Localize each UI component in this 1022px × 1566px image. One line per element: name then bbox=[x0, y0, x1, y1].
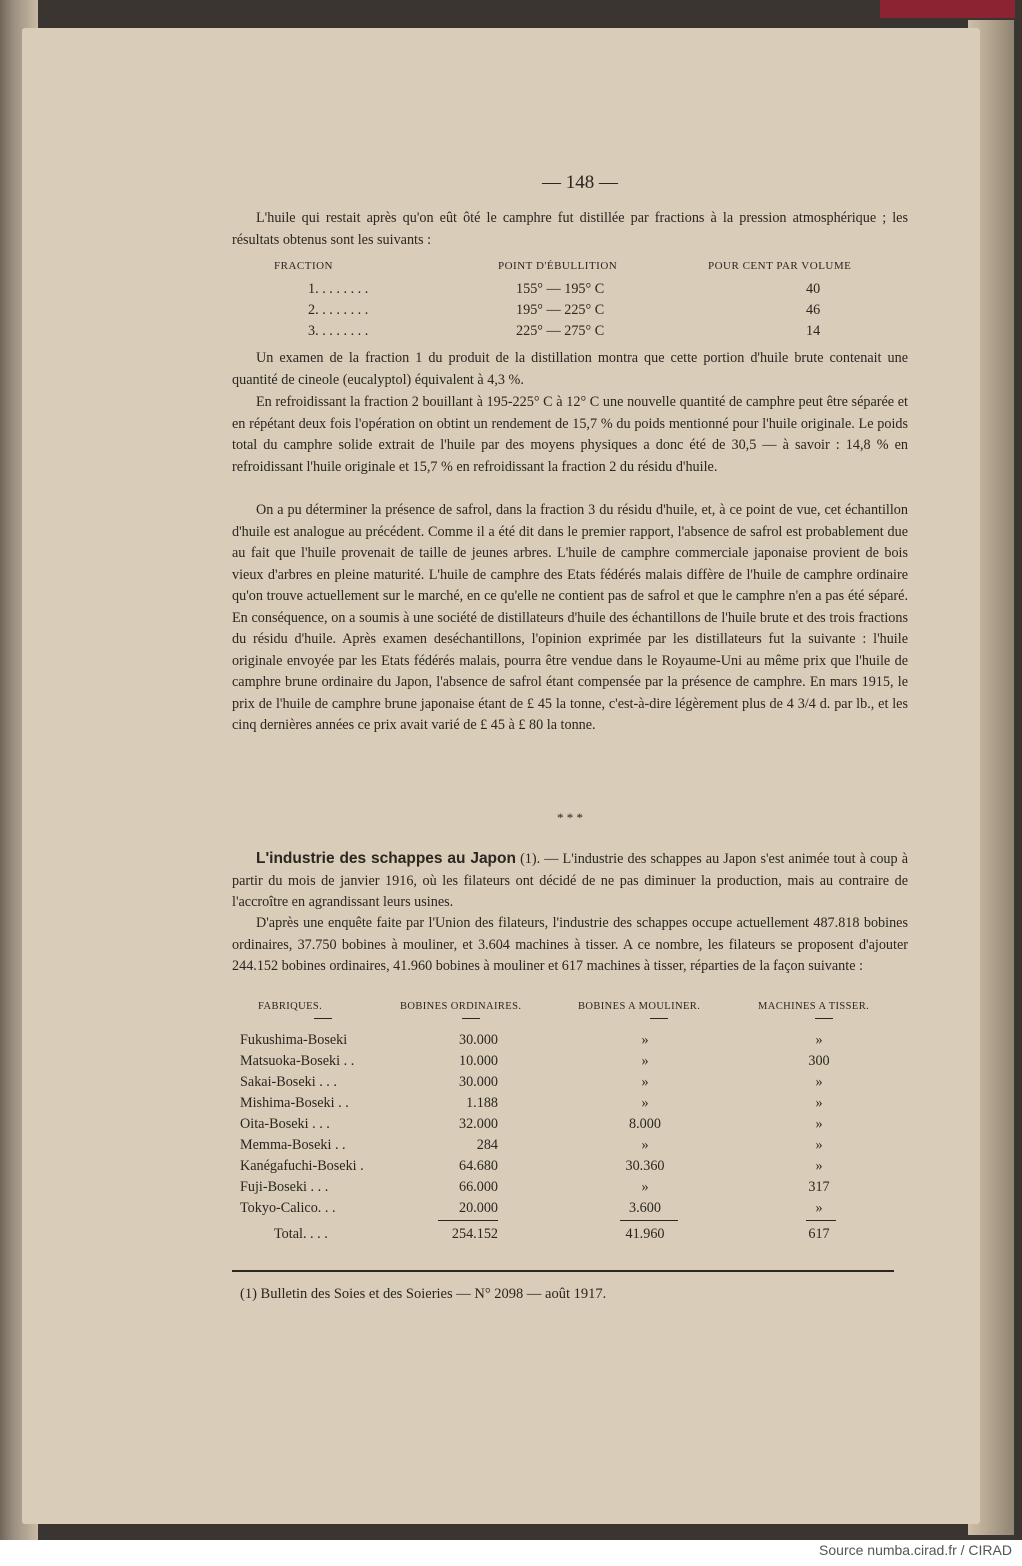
sum-line bbox=[806, 1220, 836, 1221]
machines-tisser: » bbox=[815, 1032, 823, 1048]
bobines-mouliner: » bbox=[641, 1053, 649, 1069]
factory-name: Matsuoka-Boseki . . bbox=[240, 1053, 355, 1069]
bobines-ordinaires: 30.000 bbox=[458, 1074, 498, 1090]
bobines-mouliner: 8.000 bbox=[629, 1116, 661, 1132]
header-dash bbox=[462, 1018, 480, 1019]
source-credit: Source numba.cirad.fr / CIRAD bbox=[819, 1542, 1012, 1558]
factory-name: Mishima-Boseki . . bbox=[240, 1095, 349, 1111]
bobines-ordinaires: 20.000 bbox=[458, 1200, 498, 1216]
bobines-mouliner: » bbox=[641, 1137, 649, 1153]
table-row bbox=[240, 1095, 880, 1116]
intro-paragraph: L'huile qui restait après qu'on eût ôté le camphre fut distillée par fractions à la pression atmosphérique ; les résultats obtenus sont les suivants : bbox=[232, 210, 908, 248]
sum-line bbox=[620, 1220, 678, 1221]
bobines-mouliner: » bbox=[641, 1095, 649, 1111]
footnote-rule bbox=[232, 1270, 894, 1272]
machines-tisser: » bbox=[815, 1095, 823, 1111]
fraction-point: 225° — 275° C bbox=[516, 323, 605, 339]
bobines-ordinaires: 1.188 bbox=[466, 1095, 498, 1111]
paragraph-refroidissant: En refroidissant la fraction 2 bouillant à 195-225° C à 12° C une nouvelle quantité de camphre peut être séparée et en répétant deux fois l'opération on obtint un rendement de 15,7 % du poids mentionné pour l'huile originale. Le poids total du camphre solide extrait de l'huile par des moyens physiques a donc été de 30,5 — à savoir : 14,8 % en refroidissant l'huile originale et 15,7 % en refroidissant la fraction 2 du résidu d'huile. bbox=[232, 394, 908, 475]
fraction-point: 155° — 195° C bbox=[516, 281, 605, 297]
total-label: Total. . . . bbox=[274, 1226, 328, 1242]
section-text: — L'industrie des schappes au Japon s'est animée tout à coup à partir du mois de janvier 1916, où les filateurs ont décidé de ne pas diminuer la production, mais au contraire de l'accroître en agrandissant leurs usines. bbox=[232, 851, 908, 910]
footnote: (1) Bulletin des Soies et des Soieries — N° 2098 — août 1917. bbox=[240, 1286, 607, 1302]
bobines-ordinaires: 30.000 bbox=[458, 1032, 498, 1048]
machines-tisser: » bbox=[815, 1074, 823, 1090]
fraction-label: 1. . . . . . . . bbox=[308, 281, 369, 297]
fraction-point: 195° — 225° C bbox=[516, 302, 605, 318]
fraction-percent: 40 bbox=[806, 281, 821, 297]
fraction-percent: 46 bbox=[806, 302, 821, 318]
header-dash bbox=[815, 1018, 833, 1019]
machines-tisser: » bbox=[815, 1137, 823, 1153]
fraction-header-1: FRACTION bbox=[274, 260, 334, 272]
bobines-ordinaires: 284 bbox=[476, 1137, 498, 1153]
paragraph-schappes bbox=[232, 848, 908, 914]
bobines-ordinaires: 32.000 bbox=[458, 1116, 498, 1132]
fraction-row bbox=[232, 281, 908, 302]
paragraph-cineole: Un examen de la fraction 1 du produit de la distillation montra que cette portion d'huile brute contenait une quantité de cineole (eucalyptol) équivalent à 4,3 %. bbox=[232, 350, 908, 388]
section-title: L'industrie des schappes au Japon bbox=[256, 850, 516, 867]
fraction-percent: 14 bbox=[806, 323, 821, 339]
table-header-mouliner: BOBINES A MOULINER. bbox=[578, 1001, 701, 1012]
bobines-ordinaires: 10.000 bbox=[458, 1053, 498, 1069]
bobines-mouliner: » bbox=[641, 1074, 649, 1090]
footnote-reference: (1). bbox=[520, 851, 541, 867]
fraction-row bbox=[232, 302, 908, 323]
bobines-ordinaires: 66.000 bbox=[458, 1179, 498, 1195]
table-row bbox=[240, 1053, 880, 1074]
table-header-ordinaires: BOBINES ORDINAIRES. bbox=[400, 1001, 522, 1012]
total-ordinaires: 254.152 bbox=[451, 1226, 498, 1242]
factory-name: Fuji-Boseki . . . bbox=[240, 1179, 329, 1195]
table-row bbox=[240, 1116, 880, 1137]
machines-tisser: 300 bbox=[808, 1053, 830, 1069]
sum-line bbox=[438, 1220, 498, 1221]
page-number: — 148 — bbox=[542, 172, 618, 193]
table-total-row bbox=[240, 1226, 880, 1247]
fraction-label: 3. . . . . . . . bbox=[308, 323, 369, 339]
table-row bbox=[240, 1032, 880, 1053]
table-row bbox=[240, 1200, 880, 1221]
table-row bbox=[240, 1158, 880, 1179]
table-row bbox=[240, 1179, 880, 1200]
bobines-mouliner: » bbox=[641, 1032, 649, 1048]
total-mouliner: 41.960 bbox=[625, 1226, 665, 1242]
factory-name: Memma-Boseki . . bbox=[240, 1137, 346, 1153]
table-header-fabriques: FABRIQUES. bbox=[258, 1001, 323, 1012]
header-dash bbox=[650, 1018, 668, 1019]
bobines-mouliner: 30.360 bbox=[625, 1158, 665, 1174]
machines-tisser: » bbox=[815, 1200, 823, 1216]
section-separator: * * * bbox=[557, 810, 583, 825]
total-tisser: 617 bbox=[808, 1226, 830, 1242]
paragraph-enquete: D'après une enquête faite par l'Union des filateurs, l'industrie des schappes occupe actuellement 487.818 bobines ordinaires, 37.750 bobines à mouliner, et 3.604 machines à tisser. A ce nombre, les filateurs se proposent d'ajouter 244.152 bobines ordinaires, 41.960 bobines à mouliner et 617 machines à tisser, réparties de la façon suivante : bbox=[232, 915, 908, 974]
factory-name: Kanégafuchi-Boseki . bbox=[240, 1158, 364, 1174]
bobines-mouliner: » bbox=[641, 1179, 649, 1195]
machines-tisser: » bbox=[815, 1158, 823, 1174]
paragraph-safrol: On a pu déterminer la présence de safrol, dans la fraction 3 du résidu d'huile, et, à ce point de vue, cet échantillon d'huile est analogue au précédent. Comme il a été dit dans le premier rapport, l'absence de safrol est probablement due au fait que l'huile provenait de taille de jeunes arbres. L'huile de camphre commerciale japonaise provient de bois vieux d'arbres en pleine maturité. L'huile de camphre des Etats fédérés malais diffère de l'huile de camphre ordinaire qu'on trouve actuellement sur le marché, en ce qu'elle ne contient pas de safrol et que le camphre n'en a pas été séparé. En conséquence, on a soumis à une société de distillateurs d'huile des échantillons de l'huile brute et des trois fractions du résidu d'huile. Après examen deséchantillons, l'opinion exprimée par les distillateurs fut la suivante : l'huile originale envoyée par les Etats fédérés malais, pourra être vendue dans le Royaume-Uni au même prix que l'huile de camphre brune ordinaire du Japon, l'absence de safrol étant compensée par la présence de camphre. En mars 1915, le prix de l'huile de camphre brune japonaise étant de £ 45 la tonne, c'est-à-dire légèrement plus de 4 3/4 d. par lb., et les cinq dernières années ce prix avait varié de £ 45 à £ 80 la tonne. bbox=[232, 502, 908, 733]
machines-tisser: » bbox=[815, 1116, 823, 1132]
machines-tisser: 317 bbox=[808, 1179, 830, 1195]
bookmark-ribbon bbox=[880, 0, 1015, 18]
factory-name: Sakai-Boseki . . . bbox=[240, 1074, 337, 1090]
table-row bbox=[240, 1074, 880, 1095]
table-header-tisser: MACHINES A TISSER. bbox=[758, 1001, 870, 1012]
table-row bbox=[240, 1137, 880, 1158]
fraction-header-2: POINT D'ÉBULLITION bbox=[498, 260, 618, 272]
fraction-header-3: POUR CENT PAR VOLUME bbox=[708, 260, 852, 272]
factory-name: Tokyo-Calico. . . bbox=[240, 1200, 336, 1216]
bobines-ordinaires: 64.680 bbox=[458, 1158, 498, 1174]
factory-name: Fukushima-Boseki bbox=[240, 1032, 348, 1048]
fraction-row bbox=[232, 323, 908, 344]
header-dash bbox=[314, 1018, 332, 1019]
factory-name: Oita-Boseki . . . bbox=[240, 1116, 330, 1132]
fraction-label: 2. . . . . . . . bbox=[308, 302, 369, 318]
bobines-mouliner: 3.600 bbox=[629, 1200, 661, 1216]
